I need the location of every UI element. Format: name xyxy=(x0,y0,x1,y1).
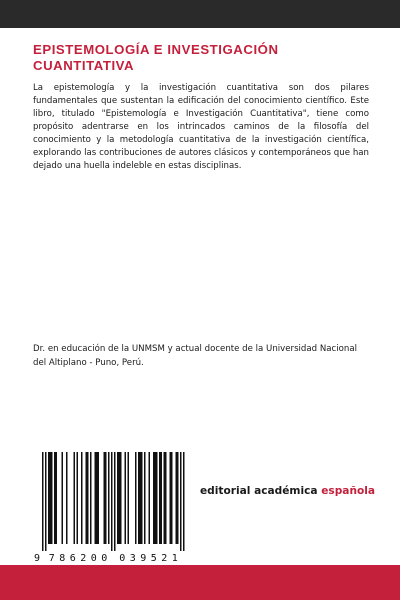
author-bio: Dr. en educación de la UNMSM y actual docente de la Universidad Nacional del Altiplano - Puno, Perú. xyxy=(33,344,358,368)
barcode-bar xyxy=(171,452,173,544)
barcode-digit: 0 xyxy=(119,553,126,564)
barcode-bar xyxy=(144,452,146,544)
back-cover xyxy=(0,28,400,565)
barcode-bar xyxy=(87,452,89,544)
barcode-bar xyxy=(138,452,140,544)
barcode-bar xyxy=(111,452,113,551)
barcode-bar xyxy=(156,452,158,544)
barcode-digit: 9 xyxy=(33,553,41,564)
book-title: EPISTEMOLOGÍA E INVESTIGACIÓN CUANTITATIVA xyxy=(33,42,279,73)
barcode-graphic xyxy=(32,452,190,566)
barcode-bar xyxy=(164,452,166,544)
barcode-bar xyxy=(165,452,167,544)
barcode-bar xyxy=(48,452,50,544)
barcode-bar xyxy=(128,452,130,544)
barcode-bar xyxy=(98,452,100,544)
barcode-bar xyxy=(141,452,143,544)
barcode-bars xyxy=(42,452,185,551)
book-description: La epistemología y la investigación cuantitativa son dos pilares fundamentales que sustentan la edificación del conocimiento científico. Este libro, titulado "Epistemología e Investigación Cuantitativa", tiene como propósito adentrarse en los intrincados caminos de la filosofía del conocimiento y la metodología cuantitativa de la investigación científica, explorando las contribuciones de autores clásicos y contemporáneos que han dejado una huella indeleble en estas disciplinas. xyxy=(33,83,369,171)
barcode-bar xyxy=(95,452,97,544)
barcode-digit: 1 xyxy=(171,553,178,564)
barcode-bar xyxy=(62,452,64,544)
barcode-bar xyxy=(155,452,157,544)
barcode-bar xyxy=(45,452,47,551)
barcode-digit: 3 xyxy=(129,553,136,564)
publisher-name-primary: editorial académica xyxy=(200,485,318,497)
barcode-bar xyxy=(140,452,142,544)
barcode-digit: 2 xyxy=(161,553,168,564)
barcode-digit: 5 xyxy=(150,553,157,564)
top-color-band xyxy=(0,0,400,28)
barcode-bar xyxy=(51,452,53,544)
barcode-bar xyxy=(135,452,137,544)
barcode-bar xyxy=(77,452,79,544)
publisher-name xyxy=(200,484,375,498)
barcode-bar xyxy=(176,452,178,544)
publisher-name-accent: española xyxy=(321,485,376,497)
barcode-bar xyxy=(105,452,107,544)
barcode-bar xyxy=(159,452,161,544)
barcode-digit: 7 xyxy=(48,553,55,564)
barcode-bar xyxy=(66,452,68,544)
isbn-barcode xyxy=(32,452,190,566)
barcode-bar xyxy=(90,452,92,544)
barcode-bar xyxy=(86,452,88,544)
barcode-digit: 8 xyxy=(59,553,66,564)
barcode-bar xyxy=(117,452,119,544)
barcode-bar xyxy=(120,452,122,544)
barcode-bar xyxy=(180,452,182,551)
barcode-bar xyxy=(183,452,185,551)
barcode-bar xyxy=(125,452,127,544)
barcode-bar xyxy=(104,452,106,544)
barcode-bar xyxy=(149,452,151,544)
barcode-digit: 2 xyxy=(80,553,87,564)
barcode-bar xyxy=(114,452,116,551)
bottom-color-band xyxy=(0,565,400,600)
barcode-digit: 0 xyxy=(101,553,108,564)
barcode-bar xyxy=(108,452,110,544)
barcode-bar xyxy=(96,452,98,544)
barcode-bar xyxy=(170,452,172,544)
barcode-bar xyxy=(161,452,163,544)
barcode-bar xyxy=(42,452,44,551)
barcode-bar xyxy=(56,452,58,544)
barcode-digit: 9 xyxy=(140,553,147,564)
barcode-bar xyxy=(177,452,179,544)
barcode-digits xyxy=(34,553,178,564)
barcode-bar xyxy=(119,452,121,544)
barcode-digit: 0 xyxy=(90,553,97,564)
barcode-bar xyxy=(54,452,56,544)
barcode-bar xyxy=(153,452,155,544)
barcode-bar xyxy=(81,452,83,544)
barcode-digit: 6 xyxy=(69,553,76,564)
barcode-bar xyxy=(74,452,76,544)
barcode-bar xyxy=(50,452,52,544)
